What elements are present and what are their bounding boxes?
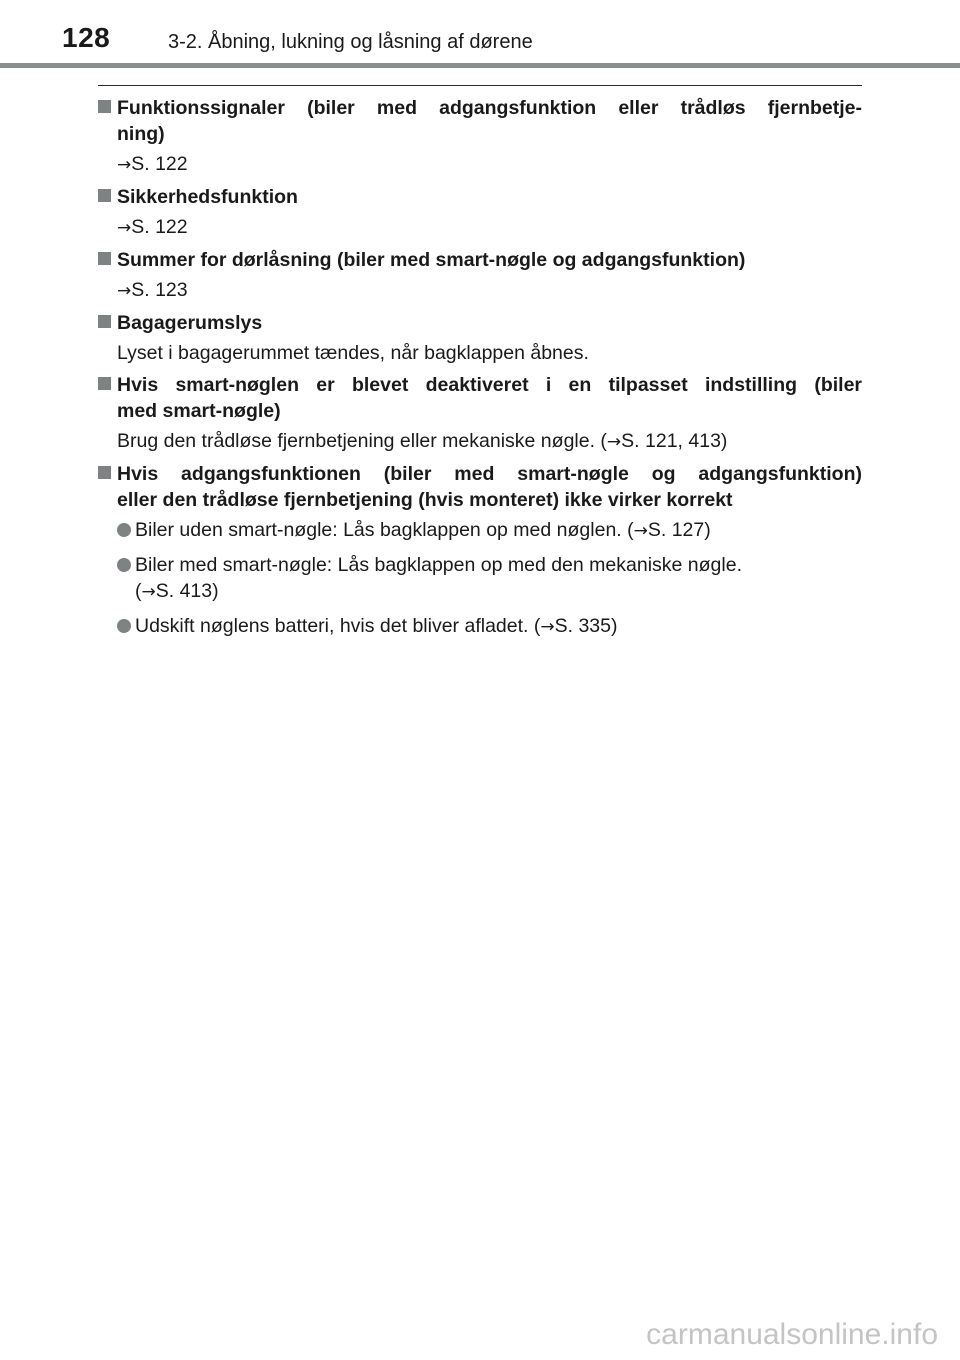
page-reference[interactable]: →S. 122 xyxy=(117,153,188,175)
section-body: Lyset i bagagerummet tændes, når bagklappen åbnes. xyxy=(117,342,589,364)
square-bullet-icon xyxy=(98,315,111,328)
section-title: Hvis adgangsfunktionen (biler med smart-nøgle og adgangsfunktion) xyxy=(117,463,862,485)
watermark: carmanualsonline.info xyxy=(646,1318,938,1351)
section-funktionssignaler xyxy=(98,95,862,178)
section-bagagerumslys xyxy=(98,310,862,366)
section-rule xyxy=(98,85,862,86)
page-reference[interactable]: S. 413) xyxy=(155,580,219,602)
arrow-icon: → xyxy=(606,432,622,452)
square-bullet-icon xyxy=(98,466,111,479)
page-number: 128 xyxy=(62,22,111,53)
header-bar xyxy=(0,63,960,68)
section-title-cont: med smart-nøgle) xyxy=(117,400,281,422)
square-bullet-icon xyxy=(98,189,111,202)
section-title: Hvis smart-nøglen er blevet deaktiveret i en tilpasset indstilling (biler xyxy=(117,374,862,396)
arrow-icon: → xyxy=(540,617,555,637)
arrow-icon: → xyxy=(117,155,132,175)
section-sikkerhedsfunktion xyxy=(98,184,862,241)
page-reference[interactable]: S. 127) xyxy=(647,519,711,541)
section-body: Brug den trådløse fjernbetjening eller mekaniske nøgle. (→S. 121, 413) xyxy=(117,430,728,452)
section-smart-noegle-deaktiveret xyxy=(98,372,862,455)
round-bullet-icon xyxy=(117,619,131,633)
square-bullet-icon xyxy=(98,252,111,265)
page-reference[interactable]: S. 335) xyxy=(554,615,618,637)
section-title-cont: eller den trådløse fjernbetjening (hvis monteret) ikke virker korrekt xyxy=(117,489,733,511)
section-summer xyxy=(98,247,862,304)
section-title: Bagagerumslys xyxy=(117,312,263,334)
chapter-title: 3-2. Åbning, lukning og låsning af dørene xyxy=(168,31,533,53)
section-title-cont: ning) xyxy=(117,123,165,145)
section-adgangsfunktion-fejl xyxy=(98,461,862,640)
section-title: Sikkerhedsfunktion xyxy=(117,186,298,208)
square-bullet-icon xyxy=(98,377,111,390)
page-reference[interactable]: S. 121, 413) xyxy=(621,430,728,452)
page-reference[interactable]: →S. 123 xyxy=(117,279,188,301)
section-title: Funktionssignaler (biler med adgangsfunktion eller trådløs fjernbetje- xyxy=(117,97,862,119)
page-header xyxy=(0,0,960,70)
round-bullet-icon xyxy=(117,523,131,537)
page-content xyxy=(98,95,862,648)
section-title: Summer for dørlåsning (biler med smart-nøgle og adgangsfunktion) xyxy=(117,249,746,271)
list-item: Udskift nøglens batteri, hvis det bliver afladet. (→S. 335) xyxy=(117,613,862,640)
list-item: Biler uden smart-nøgle: Lås bagklappen op med nøglen. (→S. 127) xyxy=(117,517,862,544)
arrow-icon: → xyxy=(633,521,648,541)
arrow-icon: → xyxy=(141,582,156,602)
list-item: Biler med smart-nøgle: Lås bagklappen op med den mekaniske nøgle. (→S. 413) xyxy=(117,552,862,605)
arrow-icon: → xyxy=(117,218,132,238)
round-bullet-icon xyxy=(117,558,131,572)
square-bullet-icon xyxy=(98,100,111,113)
page-reference[interactable]: →S. 122 xyxy=(117,216,188,238)
arrow-icon: → xyxy=(117,281,132,301)
